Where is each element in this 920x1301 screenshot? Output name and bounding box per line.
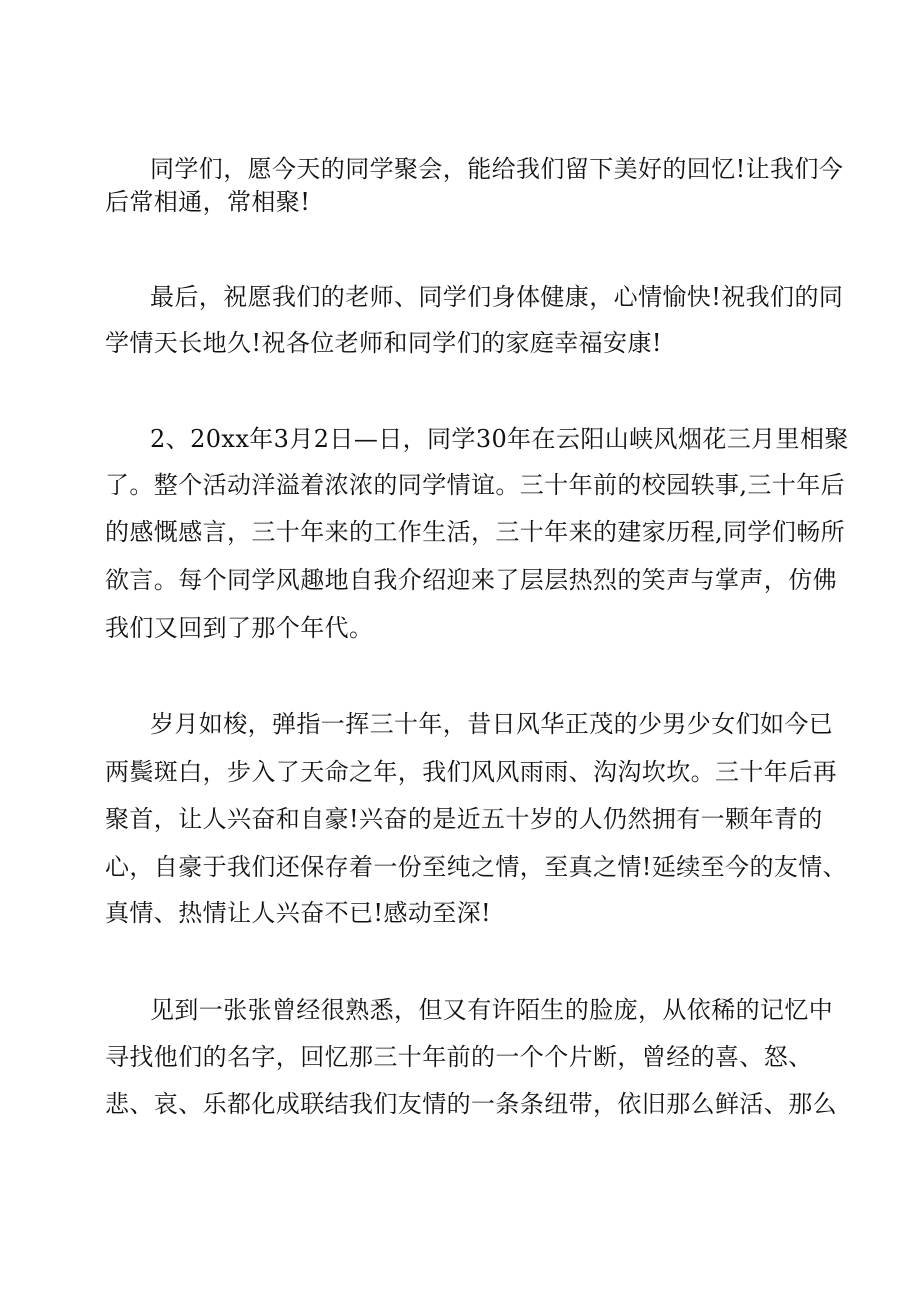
paragraph-2-line-1: 最后，祝愿我们的老师、同学们身体健康，心情愉快!祝我们的同 [150, 283, 844, 311]
paragraph-5-line-2: 寻找他们的名字，回忆那三十年前的一个个片断，曾经的喜、怒、 [105, 1043, 813, 1071]
paragraph-1-line-2: 后常相通，常相聚! [105, 188, 311, 216]
paragraph-4-line-2: 两鬓斑白，步入了天命之年，我们风风雨雨、沟沟坎坎。三十年后再 [105, 758, 837, 786]
paragraph-3-line-5: 我们又回到了那个年代。 [105, 614, 374, 642]
paragraph-2-line-2: 学情天长地久!祝各位老师和同学们的家庭幸福安康! [105, 329, 662, 357]
paragraph-4-line-3: 聚首，让人兴奋和自豪!兴奋的是近五十岁的人仍然拥有一颗年青的 [105, 805, 823, 833]
paragraph-4-line-1: 岁月如梭，弹指一挥三十年，昔日风华正茂的少男少女们如今已 [150, 710, 834, 738]
paragraph-1-line-1: 同学们，愿今天的同学聚会，能给我们留下美好的回忆!让我们今 [150, 155, 844, 183]
paragraph-5-line-1: 见到一张张曾经很熟悉，但又有许陌生的脸庞，从依稀的记忆中 [150, 996, 834, 1024]
paragraph-3-line-1: 2、20xx年3月2日—日，同学30年在云阳山峡风烟花三月里相聚 [150, 425, 849, 453]
paragraph-4-line-4: 心，自豪于我们还保存着一份至纯之情，至真之情!延续至今的友情、 [105, 853, 848, 881]
paragraph-3-line-3: 的感慨感言，三十年来的工作生活，三十年来的建家历程,同学们畅所 [105, 518, 846, 546]
paragraph-3-line-4: 欲言。每个同学风趣地自我介绍迎来了层层热烈的笑声与掌声，仿佛 [105, 566, 837, 594]
paragraph-4-line-5: 真情、热情让人兴奋不已!感动至深! [105, 899, 492, 927]
paragraph-3-line-2: 了。整个活动洋溢着浓浓的同学情谊。三十年前的校园轶事,三十年后 [105, 471, 846, 499]
paragraph-5-line-3: 悲、哀、乐都化成联结我们友情的一条条纽带，依旧那么鲜活、那么 [105, 1090, 837, 1118]
